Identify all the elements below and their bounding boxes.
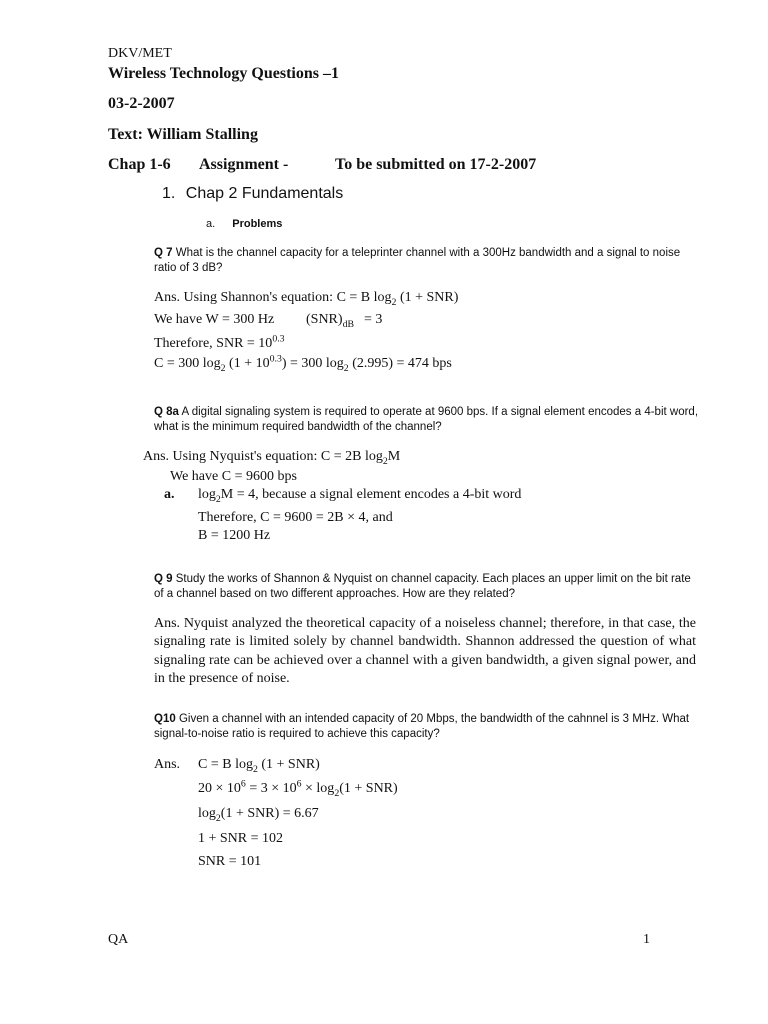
- question-10-label: Q10: [154, 713, 176, 725]
- assignment-label: Assignment -: [199, 156, 289, 173]
- q8a-item-text: $\log_2M = 4$, because a signal element encodes a 4-bit word: [198, 487, 522, 505]
- question-9-label: Q 9: [154, 573, 173, 585]
- subsection-title: Problems: [232, 218, 283, 230]
- question-7-text: What is the channel capacity for a teleprinter channel with a 300Hz bandwidth and a signal to noise ratio of 3 dB?: [154, 247, 681, 274]
- textbook-reference: Text: William Stalling: [108, 126, 258, 143]
- q8a-we-have: We have C = 9600 bps: [170, 469, 297, 484]
- q8a-item-letter: a.: [164, 487, 175, 502]
- q8a-therefore: Therefore, C = 9600 = 2B × 4, and: [198, 510, 393, 525]
- section-number: 1.: [162, 185, 176, 202]
- q8a-result: B = 1200 Hz: [198, 528, 271, 543]
- section-title: Chap 2 Fundamentals: [185, 185, 344, 202]
- document-title: Wireless Technology Questions –1: [108, 65, 339, 82]
- q8a-answer-intro: Ans. Using Nyquist's equation: C = 2B $\log_2M$: [143, 449, 401, 467]
- question-8a: [154, 405, 700, 435]
- question-7-label: Q 7: [154, 247, 173, 259]
- q9-answer: Ans. Nyquist analyzed the theoretical capacity of a noiseless channel; therefore, in that case, the signaling rate is limited solely by channel bandwidth. Shannon addressed the question of what signaling rate can be achieved over a channel with a given bandwidth, a given signal power, and in the presence of noise.: [154, 616, 696, 687]
- q7-therefore: Therefore, SNR = $10^{0.3}$: [154, 333, 285, 351]
- q10-step-4: 1 + SNR = 102: [198, 831, 284, 846]
- subsection-heading: [206, 218, 282, 230]
- subsection-letter: a.: [206, 218, 216, 230]
- question-10: [154, 712, 700, 742]
- question-8a-label: Q 8a: [154, 406, 179, 418]
- q10-answer-label: Ans.: [154, 757, 181, 772]
- q7-calculation: C = 300 $\log_2 (1 + 10^{0.3}) = 300$ $\log_2 (2.995) = 474$ bps: [154, 353, 452, 374]
- q7-snr: $(SNR)_{dB} = 3$: [306, 312, 383, 330]
- question-8a-text: A digital signaling system is required to operate at 9600 bps. If a signal element encodes a 4-bit word, what is the minimum required bandwidth of the channel?: [154, 406, 699, 433]
- q10-step-2: $20 \times 10^6 = 3 \times 10^6 \times \log_2(1 + SNR)$: [198, 778, 398, 799]
- header-org: DKV/MET: [108, 46, 172, 61]
- section-heading: [162, 185, 343, 203]
- q10-step-1: C = B $\log_2 (1 + SNR)$: [198, 757, 320, 775]
- page-number: 1: [643, 932, 650, 947]
- q7-we-have: We have W = 300 Hz: [154, 312, 275, 327]
- question-9: [154, 572, 700, 602]
- question-7: [154, 246, 700, 276]
- question-9-text: Study the works of Shannon & Nyquist on channel capacity. Each places an upper limit on the bit rate of a channel based on two different approaches. How are they related?: [154, 573, 691, 600]
- submission-date: To be submitted on 17-2-2007: [335, 156, 537, 173]
- q10-step-3: $\log_2(1 + SNR) = 6.67$: [198, 806, 319, 824]
- chapter-range: Chap 1-6: [108, 156, 171, 173]
- document-date: 03-2-2007: [108, 95, 175, 112]
- footer-left: QA: [108, 932, 129, 947]
- q10-step-5: SNR = 101: [198, 854, 262, 869]
- question-10-text: Given a channel with an intended capacity of 20 Mbps, the bandwidth of the cahnnel is 3 MHz. What signal-to-noise ratio is required to achieve this capacity?: [154, 713, 690, 740]
- q7-answer-intro: Ans. Using Shannon's equation: C = B $\log_2 (1 + SNR)$: [154, 290, 459, 308]
